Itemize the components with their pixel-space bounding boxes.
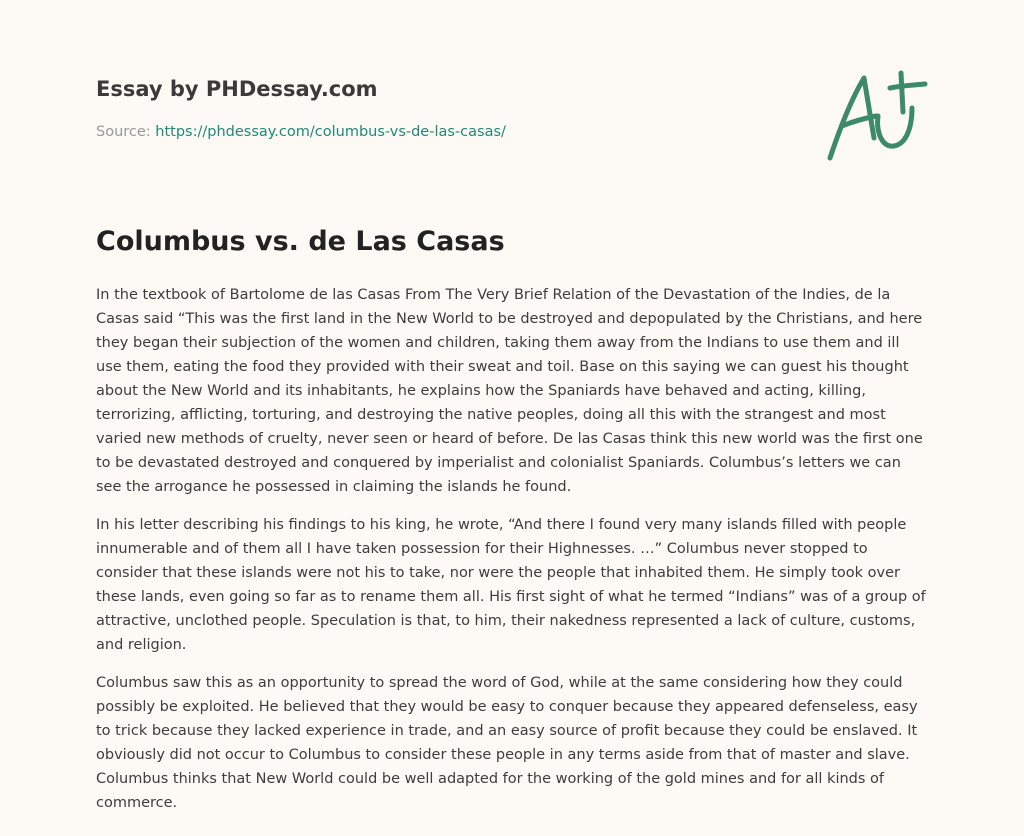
a-plus-logo-icon — [824, 66, 928, 166]
essay-paragraph: In the textbook of Bartolome de las Casas From The Very Brief Relation of the Devastation of the Indies, de la Casas said “This was the first land in the New World to be destroyed and depopulated by the Christians, and here they began their subjection of the women and children, taking them away from the Indians to use them and ill use them, eating the food they provided with their sweat and toil. Base on this saying we can guest his thought about the New World and its inhabitants, he explains how the Spaniards have behaved and acting, killing, terrorizing, afflicting, torturing, and destroying the native peoples, doing all this with the strangest and most varied new methods of cruelty, never seen or heard of before. De las Casas think this new world was the first one to be devastated destroyed and conquered by imperialist and colonialist Spaniards. Columbus’s letters we can see the arrogance he possessed in claiming the islands he found. — [96, 287, 923, 495]
essay-page — [96, 0, 928, 836]
source-line — [96, 124, 506, 140]
essay-title: Columbus vs. de Las Casas — [96, 226, 505, 257]
source-link[interactable]: https://phdessay.com/columbus-vs-de-las-casas/ — [155, 124, 506, 140]
essay-body — [96, 283, 928, 829]
brand-title: Essay by PHDessay.com — [96, 77, 378, 101]
source-label: Source: — [96, 124, 156, 140]
essay-paragraph: In his letter describing his findings to his king, he wrote, “And there I found very many islands filled with people innumerable and of them all I have taken possession for their Highnesses. …” Columbus never stopped to consider that these islands were not his to take, nor were the people that inhabited them. He simply took over these lands, even going so far as to rename them all. His first sight of what he termed “Indians” was of a group of attractive, unclothed people. Speculation is that, to him, their nakedness represented a lack of culture, customs, and religion. — [96, 517, 926, 653]
essay-paragraph: Columbus saw this as an opportunity to spread the word of God, while at the same considering how they could possibly be exploited. He believed that they would be easy to conquer because they appeared defenseless, easy to trick because they lacked experience in trade, and an easy source of profit because they could be enslaved. It obviously did not occur to Columbus to consider these people in any terms aside from that of master and slave. Columbus thinks that New World could be well adapted for the working of the gold mines and for all kinds of commerce. — [96, 675, 918, 811]
page-header — [96, 0, 928, 200]
